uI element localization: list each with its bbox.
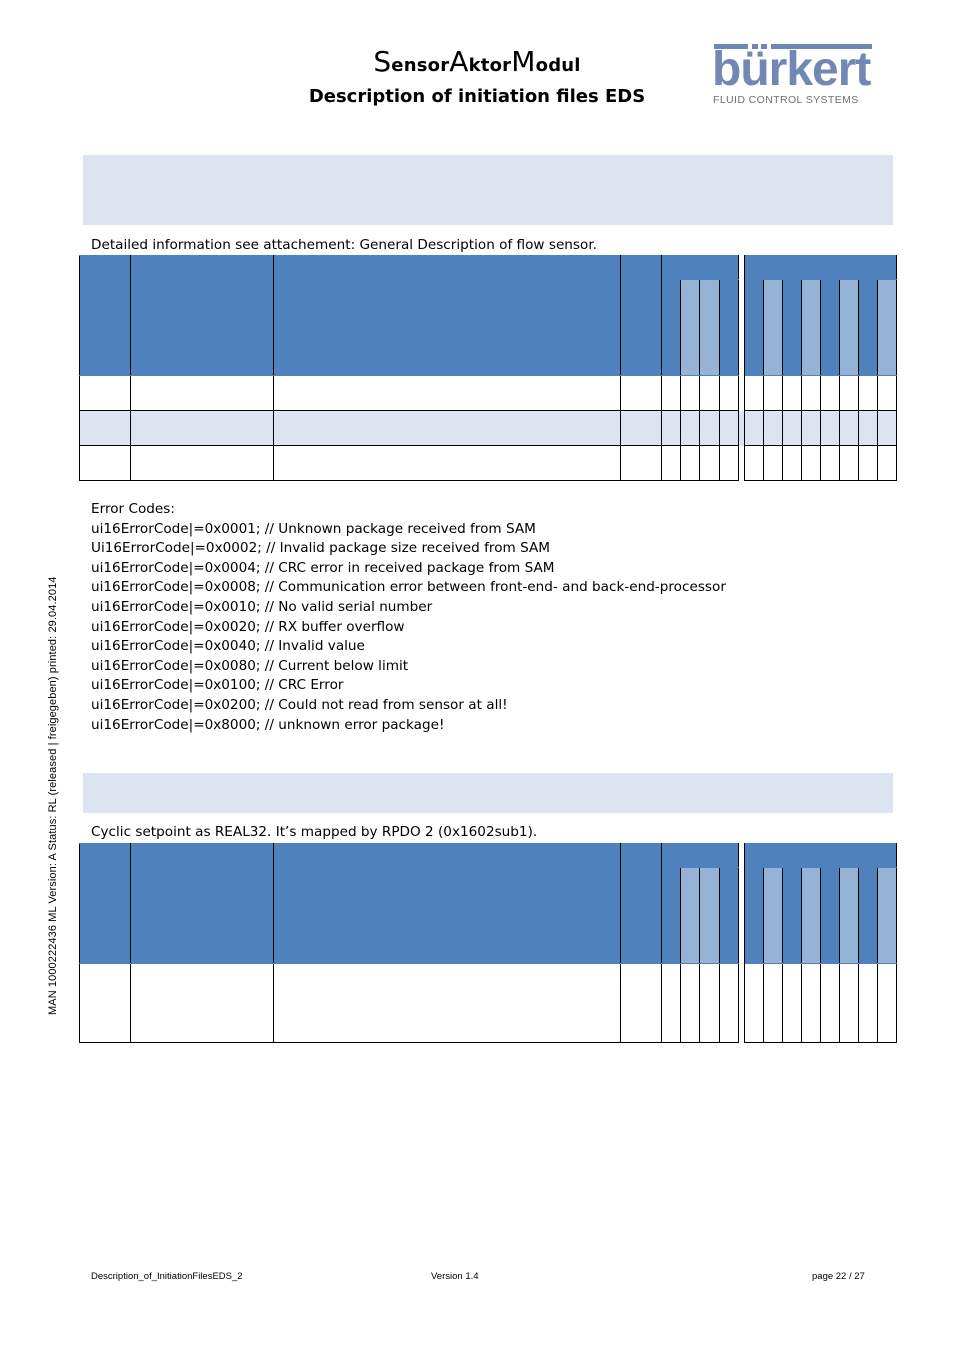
error-code-line: ui16ErrorCode|=0x8000; // unknown error package! xyxy=(91,716,445,733)
error-code-line: Ui16ErrorCode|=0x0002; // Invalid package size received from SAM xyxy=(91,540,550,557)
error-codes-list xyxy=(91,500,726,735)
header-group-cell xyxy=(744,256,896,280)
error-code-line: ui16ErrorCode|=0x0200; // Could not read from sensor at all! xyxy=(91,696,508,713)
header-group-cell xyxy=(662,256,738,280)
object-table-1 xyxy=(79,255,897,481)
footer-page-number: page 22 / 27 xyxy=(812,1271,865,1282)
header-cell xyxy=(274,256,621,376)
section2-note: Cyclic setpoint as REAL32. It’s mapped by RPDO 2 (0x1602sub1). xyxy=(91,824,538,840)
table-header-row xyxy=(80,844,897,868)
table-row xyxy=(80,411,897,446)
error-code-line: ui16ErrorCode|=0x0001; // Unknown package received from SAM xyxy=(91,520,536,537)
document-title xyxy=(280,45,674,107)
document-subtitle: Description of initiation files EDS xyxy=(308,86,646,107)
error-code-line: ui16ErrorCode|=0x0080; // Current below limit xyxy=(91,657,409,674)
error-code-line: ui16ErrorCode|=0x0040; // Invalid value xyxy=(91,638,365,655)
header-cell xyxy=(621,844,662,964)
header-cell xyxy=(80,256,131,376)
burkert-logo xyxy=(712,42,874,108)
error-code-line: ui16ErrorCode|=0x0008; // Communication error between front-end- and back-end-processor xyxy=(91,579,726,596)
object-table-2 xyxy=(79,843,897,1043)
footer-filename: Description_of_InitiationFilesEDS_2 xyxy=(91,1271,243,1282)
section-heading-band-2 xyxy=(83,773,893,813)
table-row xyxy=(80,446,897,481)
header-cell xyxy=(274,844,621,964)
header-group-cell xyxy=(662,844,738,868)
logo-wordmark: bürkert xyxy=(712,43,871,96)
logo-tagline: FLUID CONTROL SYSTEMS xyxy=(713,94,859,106)
table-header-row xyxy=(80,256,897,280)
table-row xyxy=(80,376,897,411)
title-sensoraktormodul: SensorAktorModul xyxy=(373,45,581,78)
header-cell xyxy=(621,256,662,376)
error-code-line: ui16ErrorCode|=0x0004; // CRC error in received package from SAM xyxy=(91,559,555,576)
error-codes-heading: Error Codes: xyxy=(91,501,175,517)
section-heading-band-1 xyxy=(83,155,893,225)
header-group-cell xyxy=(744,844,896,868)
footer-version: Version 1.4 xyxy=(431,1271,479,1282)
error-code-line: ui16ErrorCode|=0x0020; // RX buffer overflow xyxy=(91,618,405,635)
header-cell xyxy=(131,256,274,376)
header-cell xyxy=(80,844,131,964)
header-cell xyxy=(131,844,274,964)
section1-note: Detailed information see attachement: General Description of flow sensor. xyxy=(91,237,597,253)
error-code-line: ui16ErrorCode|=0x0010; // No valid serial number xyxy=(91,598,433,615)
document-status-margin: MAN 1000222436 ML Version: A Status: RL (released | freigegeben) printed: 29.04.2014 xyxy=(47,576,59,1015)
error-code-line: ui16ErrorCode|=0x0100; // CRC Error xyxy=(91,677,344,694)
table-row xyxy=(80,964,897,1043)
